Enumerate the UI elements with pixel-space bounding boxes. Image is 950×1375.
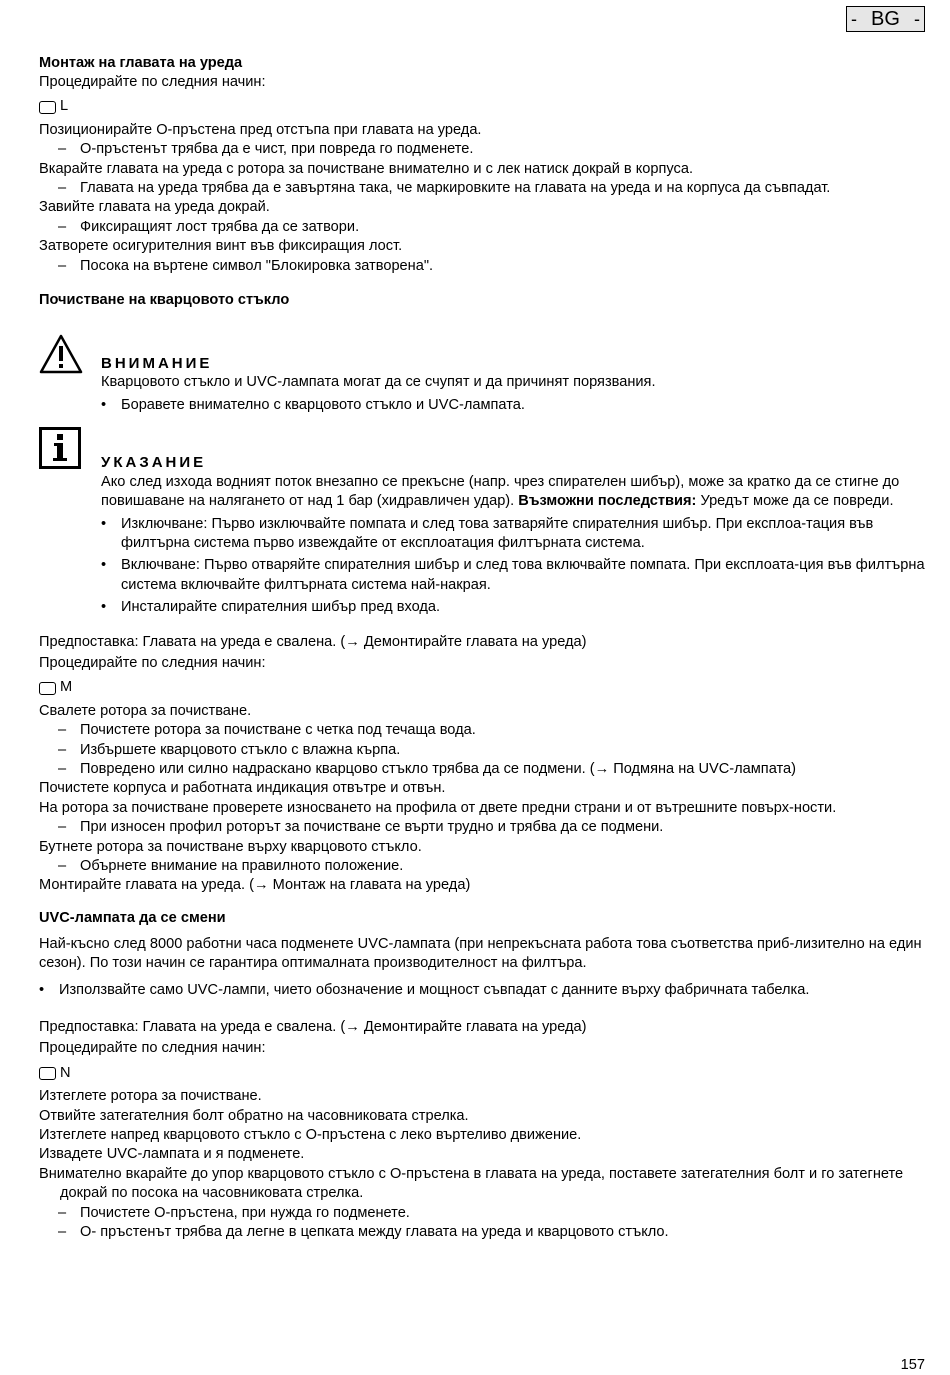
figure-letter: N — [60, 1064, 71, 1081]
dash-item: – Избършете кварцовото стъкло с влажна кърпа. — [39, 741, 929, 760]
step-line: Изтеглете напред кварцовото стъкло с О-пръстена с леко въртеливо движение. — [39, 1127, 582, 1144]
note-text-bold: Възможни последствия: — [518, 493, 697, 510]
language-badge — [846, 6, 925, 32]
step-line: На ротора за почистване проверете износването на профила от двете предни страни и от вътрешните повърх-ности. — [39, 799, 837, 816]
section-title-uvc-replace: UVC-лампата да се смени — [39, 909, 226, 926]
step-line: Вкарайте главата на уреда с ротора за почистване внимателно и с лек натиск докрай в корпуса. — [39, 160, 694, 177]
badge-dash-right: - — [914, 9, 920, 29]
dash-item: – Почистете ротора за почистване с четка под течаща вода. — [39, 721, 929, 740]
note-text-main: Ако след изхода водният поток внезапно се прекъсне (напр. чрез спирателен шибър), може за кратко да се стигне до повишаване на налягането от над 1 бар (хидравличен удар). — [101, 473, 900, 510]
note-bullet: • Изключване: Първо изключвайте помпата и след това затваряйте спирателния шибър. При експлоа-тация във филтърна система първо извеждайте от експлоатация филтърната система. — [101, 515, 929, 554]
step-line: Свалете ротора за почистване. — [39, 702, 252, 719]
dash-item: – При износен профил роторът за почистване се върти трудно и трябва да се подмени. — [39, 818, 929, 837]
procedure-intro: Процедирайте по следния начин: — [39, 74, 266, 90]
figure-reference — [39, 97, 929, 116]
badge-language: BG — [871, 8, 900, 30]
dash-item: – О-пръстенът трябва да е чист, при повреда го подменете. — [39, 140, 929, 159]
warning-triangle-icon — [39, 334, 83, 374]
dash-item: – Главата на уреда трябва да е завъртяна така, че маркировките на главата на уреда и на корпуса да съвпадат. — [39, 179, 929, 198]
dash-item: – О- пръстенът трябва да легне в цепката между главата на уреда и кварцовото стъкло. — [39, 1223, 929, 1242]
dash-item: – Повредено или силно надраскано кварцово стъкло трябва да се подмени. (→ Подмяна на UVC-лампата) — [39, 760, 929, 779]
dash-item: – Фиксиращият лост трябва да се затвори. — [39, 218, 929, 237]
prerequisite-line: Предпоставка: Главата на уреда е свалена. (→ Демонтирайте главата на уреда) — [39, 633, 587, 650]
dash-item: – Обърнете внимание на правилното положение. — [39, 857, 929, 876]
step-line: Изтеглете ротора за почистване. — [39, 1088, 262, 1105]
section-title-head-mount: Монтаж на главата на уреда — [39, 55, 243, 71]
info-icon — [39, 427, 81, 469]
dash-item: – Почистете О-пръстена, при нужда го подменете. — [39, 1204, 929, 1223]
step-line: Почистете корпуса и работната индикация отвътре и отвън. — [39, 780, 446, 797]
step-line: Бутнете ротора за почистване върху кварцовото стъкло. — [39, 838, 422, 855]
step-line: Внимателно вкарайте до упор кварцовото стъкло с О-пръстена в главата на уреда, поставете затегателния болт и го затегнете докрай по посока на часовниковата стрелка. — [39, 1165, 904, 1202]
step-line: Завийте главата на уреда докрай. — [39, 199, 270, 216]
badge-dash-left: - — [851, 9, 857, 29]
figure-letter: M — [60, 679, 73, 696]
figure-reference — [39, 1064, 929, 1083]
warning-text: Кварцовото стъкло и UVC-лампата могат да се счупят и да причинят порязвания. — [101, 374, 656, 391]
step-line: Затворете осигурителния винт във фиксиращия лост. — [39, 238, 403, 255]
note-bullet: • Включване: Първо отваряйте спирателния шибър и след това включвайте помпата. При експлоата-ция във филтърна система включвайте филтърната система най-накрая. — [101, 556, 929, 595]
step-line: Извадете UVC-лампата и я подменете. — [39, 1146, 305, 1163]
figure-reference — [39, 678, 929, 697]
note-text — [101, 473, 929, 512]
note-text-consequence: Уредът може да се повреди. — [700, 493, 894, 510]
warning-block — [39, 334, 929, 415]
uvc-intro-text: Най-късно след 8000 работни часа подменете UVC-лампата (при непрекъсната работа това съответства приб-лизително на един сезон). По този начин се гарантира оптималната производителност на филтъра. — [39, 935, 922, 972]
figure-icon — [39, 101, 56, 114]
step-line: Отвийте затегателния болт обратно на часовниковата стрелка. — [39, 1107, 469, 1124]
figure-icon — [39, 682, 56, 695]
step-line: Позиционирайте О-пръстена пред отстъпа при главата на уреда. — [39, 121, 482, 138]
warning-bullet: • Боравете внимателно с кварцовото стъкло и UVC-лампата. — [101, 396, 929, 415]
note-title: УКАЗАНИЕ — [101, 454, 207, 472]
figure-icon — [39, 1067, 56, 1080]
document-body — [39, 53, 929, 1243]
page-number: 157 — [900, 1357, 925, 1373]
step-line: Монтирайте главата на уреда. (→ Монтаж на главата на уреда) — [39, 877, 471, 894]
figure-letter: L — [60, 98, 69, 115]
prerequisite-line: Предпоставка: Главата на уреда е свалена. (→ Демонтирайте главата на уреда) — [39, 1019, 587, 1036]
note-block — [39, 427, 929, 617]
procedure-intro: Процедирайте по следния начин: — [39, 1040, 266, 1057]
section-title-quartz-cleaning: Почистване на кварцовото стъкло — [39, 292, 290, 309]
dash-item: – Посока на въртене символ "Блокировка затворена". — [39, 257, 929, 276]
uvc-bullet: • Използвайте само UVC-лампи, чието обозначение и мощност съвпадат с данните върху фабричната табелка. — [39, 981, 929, 1000]
procedure-intro: Процедирайте по следния начин: — [39, 654, 266, 671]
note-bullet: • Инсталирайте спирателния шибър пред входа. — [101, 598, 929, 617]
warning-title: ВНИМАНИЕ — [101, 355, 213, 373]
